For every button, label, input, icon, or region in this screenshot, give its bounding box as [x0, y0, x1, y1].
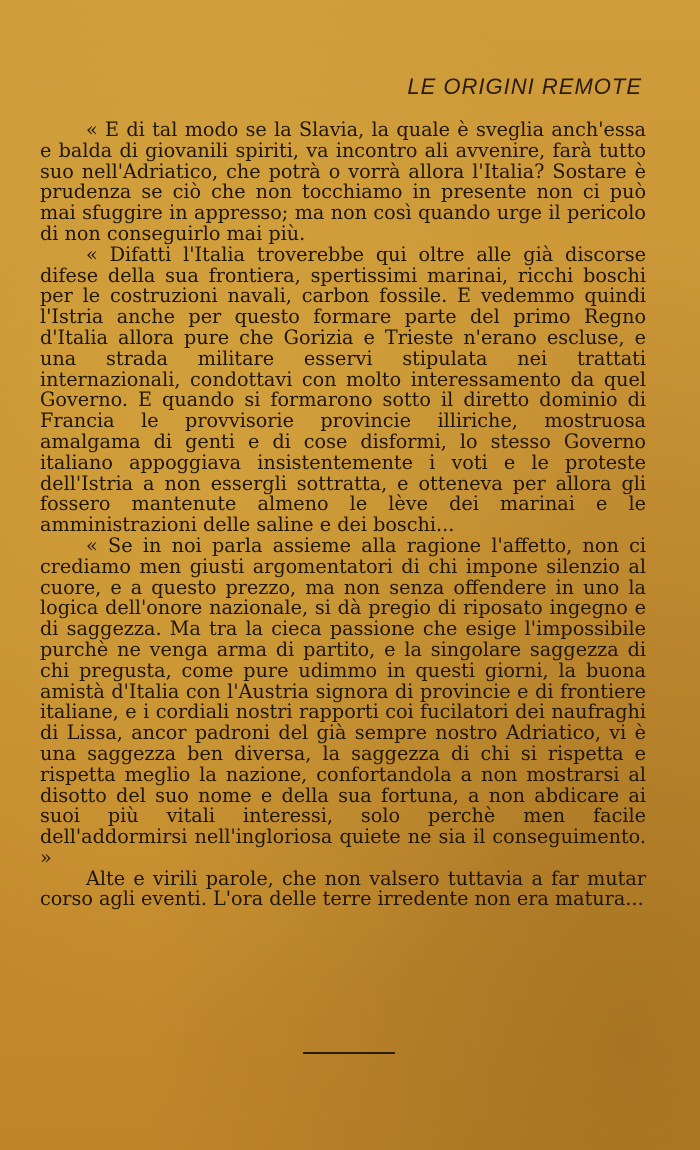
paragraph: « Se in noi parla assieme alla ragione l'affetto, non ci crediamo men giusti argomentatori di chi impone silenzio al cuore, e a questo prezzo, ma non senza offendere in uno la logica dell'onore nazionale, si dà pregio di riposato ingegno e di saggezza. Ma tra la cieca passione che esige l'impossibile purchè ne venga arma di partito, e la singolare saggezza di chi pregusta, come pure udimmo in questi giorni, la buona amistà d'Italia con l'Austria signora di provincie e di frontiere italiane, e i cordiali nostri rapporti coi fucilatori dei naufraghi di Lissa, ancor padroni del già sempre nostro Adriatico, vi è una saggezza ben diversa, la saggezza di chi si rispetta e rispetta meglio la nazione, confortandola a non mostrarsi al disotto del suo nome e della sua fortuna, a non abdicare ai suoi più vitali interessi, solo perchè men facile dell'addormirsi nell'ingloriosa quiete ne sia il conseguimento. »: [40, 533, 646, 869]
paragraph: « E di tal modo se la Slavia, la quale è sveglia anch'essa e balda di giovanili spiriti, va incontro ali avvenire, farà tutto suo nell'Adriatico, che potrà o vorrà allora l'Italia? Sostare è prudenza se ciò che non tocchiamo in presente non ci può mai sfuggire in appresso; ma non così quando urge il pericolo di non conseguirlo mai più.: [40, 118, 646, 245]
paragraph: Alte e virili parole, che non valsero tuttavia a far mutar corso agli eventi. L'ora delle terre irredente non era matura...: [40, 866, 646, 911]
running-title: LE ORIGINI REMOTE: [407, 74, 642, 99]
paragraph: « Difatti l'Italia troverebbe qui oltre alle già discorse difese della sua frontiera, spertissimi marinai, ricchi boschi per le costruzioni navali, carbon fossile. E vedemmo quindi l'Istria anche per questo formare parte del primo Regno d'Italia allora pure che Gorizia e Trieste n'erano escluse, e una strada militare esservi stipulata nei trattati internazionali, condottavi con molto interessamento da quel Governo. E quando si formarono sotto il diretto dominio di Francia le provvisorie provincie illiriche, mostruosa amalgama di genti e di cose disformi, lo stesso Governo italiano appoggiava insistentemente i voti e le proteste dell'Istria a non essergli sottratta, e otteneva per allora gli fossero mantenute almeno le lève dei marinai e le amministrazioni delle saline e dei boschi...: [40, 242, 646, 537]
body-text: [40, 120, 646, 910]
section-divider: [303, 1052, 395, 1054]
